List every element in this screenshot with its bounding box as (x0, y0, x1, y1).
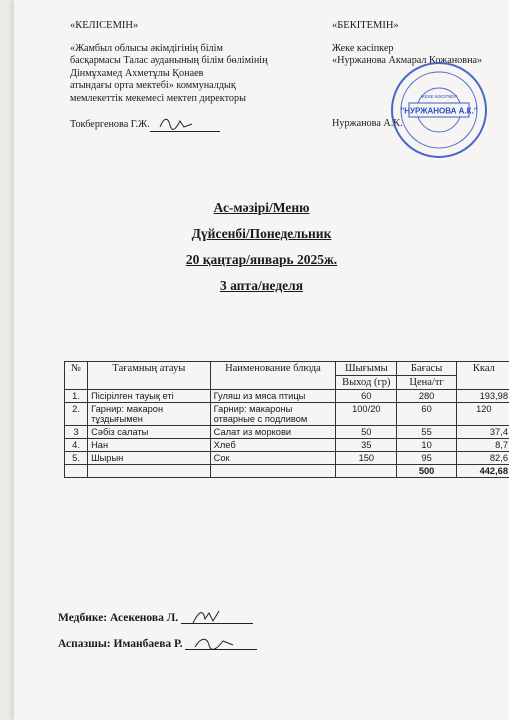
cell-name-kz: Сәбіз салаты (88, 426, 211, 439)
cook-label: Аспазшы: Иманбаева Р. (58, 638, 183, 650)
signer-name-right: Нуржанова А.К. (332, 117, 403, 129)
cell-name-ru: Хлеб (210, 439, 336, 452)
table-total-row (65, 465, 509, 478)
approval-title-left: «КЕЛІСЕМІН» (70, 20, 139, 31)
cell-no: 3 (65, 426, 88, 439)
cell-empty (336, 465, 397, 478)
cell-empty (65, 465, 88, 478)
nurse-signature-line (58, 612, 253, 624)
nurse-label: Медбике: Асекенова Л. (58, 612, 179, 624)
cell-price: 55 (397, 426, 456, 439)
approval-block-left (70, 20, 320, 132)
cell-empty (88, 465, 211, 478)
col-name-kz: Тағамның атауы (88, 362, 211, 390)
cell-yield: 100/20 (336, 403, 397, 426)
approval-line: мемлекеттік мекемесі мектеп директоры (70, 92, 246, 104)
stamp-top: ЖЕКЕ КӘСІПКЕР (420, 94, 458, 99)
col-yield-sub: Выход (гр) (336, 376, 397, 390)
cell-yield: 35 (336, 439, 397, 452)
signer-line-left (70, 119, 320, 132)
cell-kcal: 37,4 (456, 426, 509, 439)
col-price-sub: Цена/тг (397, 376, 456, 390)
cell-yield: 150 (336, 452, 397, 465)
cell-no: 2. (65, 403, 88, 426)
cell-kcal: 120 (456, 403, 509, 426)
cook-signature-line (58, 638, 257, 650)
cell-yield: 50 (336, 426, 397, 439)
cell-no: 4. (65, 439, 88, 452)
col-kcal: Ккал (456, 362, 509, 390)
cell-name-ru: Сок (210, 452, 336, 465)
signature-nurse (181, 613, 253, 624)
day-title: Дүйсенбі/Понедельник (191, 226, 332, 241)
cell-name-kz: Пісірілген тауық еті (88, 390, 211, 403)
total-price: 500 (397, 465, 456, 478)
cell-name-kz: Гарнир: макарон тұздығымен (88, 403, 211, 426)
document-sheet (14, 0, 509, 720)
cell-name-ru: Салат из моркови (210, 426, 336, 439)
cell-no: 1. (65, 390, 88, 403)
cell-kcal: 8,7 (456, 439, 509, 452)
cell-price: 95 (397, 452, 456, 465)
week-title: 3 апта/неделя (219, 278, 304, 293)
date-title: 20 қаңтар/январь 2025ж. (185, 252, 338, 267)
cell-empty (210, 465, 336, 478)
approval-line: «Жамбыл облысы әкімдігінің білім (70, 42, 223, 54)
stamp-name: "НУРЖАНОВА А.К." (400, 106, 478, 116)
table-row (65, 439, 509, 452)
round-stamp-icon (389, 60, 489, 160)
signature-left (150, 121, 220, 132)
cell-price: 280 (397, 390, 456, 403)
approval-line: «Нуржанова Акмарал Кожановна» (332, 55, 483, 66)
approval-line: атындағы орта мектебі» коммуналдық (70, 80, 236, 91)
cell-name-ru: Гуляш из мяса птицы (210, 390, 336, 403)
menu-heading (14, 200, 509, 304)
cell-yield: 60 (336, 390, 397, 403)
cell-kcal: 193,98 (456, 390, 509, 403)
signature-cook (185, 639, 257, 650)
approval-line: басқармасы Талас ауданының білім бөлімінің (70, 55, 268, 66)
cell-no: 5. (65, 452, 88, 465)
signer-name-left: Токбергенова Г.Ж. (70, 119, 150, 130)
page-title: Ас-мәзірі/Меню (213, 200, 310, 215)
table-row (65, 426, 509, 439)
cell-price: 10 (397, 439, 456, 452)
table-row (65, 390, 509, 403)
approval-line: Дінмұхамед Ахметұлы Қонаев (70, 67, 204, 79)
col-name-ru: Наименование блюда (210, 362, 336, 390)
cell-name-kz: Шырын (88, 452, 211, 465)
col-no: № (65, 362, 88, 390)
col-yield: Шығымы (336, 362, 397, 376)
cell-price: 60 (397, 403, 456, 426)
table-row (65, 403, 509, 426)
approval-title-right: «БЕКІТЕМІН» (332, 20, 399, 31)
table-row (65, 452, 509, 465)
menu-table (64, 361, 509, 478)
cell-name-ru: Гарнир: макароны отварные с подливом (210, 403, 336, 426)
col-price: Бағасы (397, 362, 456, 376)
cell-kcal: 82,6 (456, 452, 509, 465)
approval-line: Жеке кәсіпкер (332, 42, 394, 54)
total-kcal: 442,68 (456, 465, 509, 478)
cell-name-kz: Нан (88, 439, 211, 452)
table-header-row (65, 362, 509, 376)
